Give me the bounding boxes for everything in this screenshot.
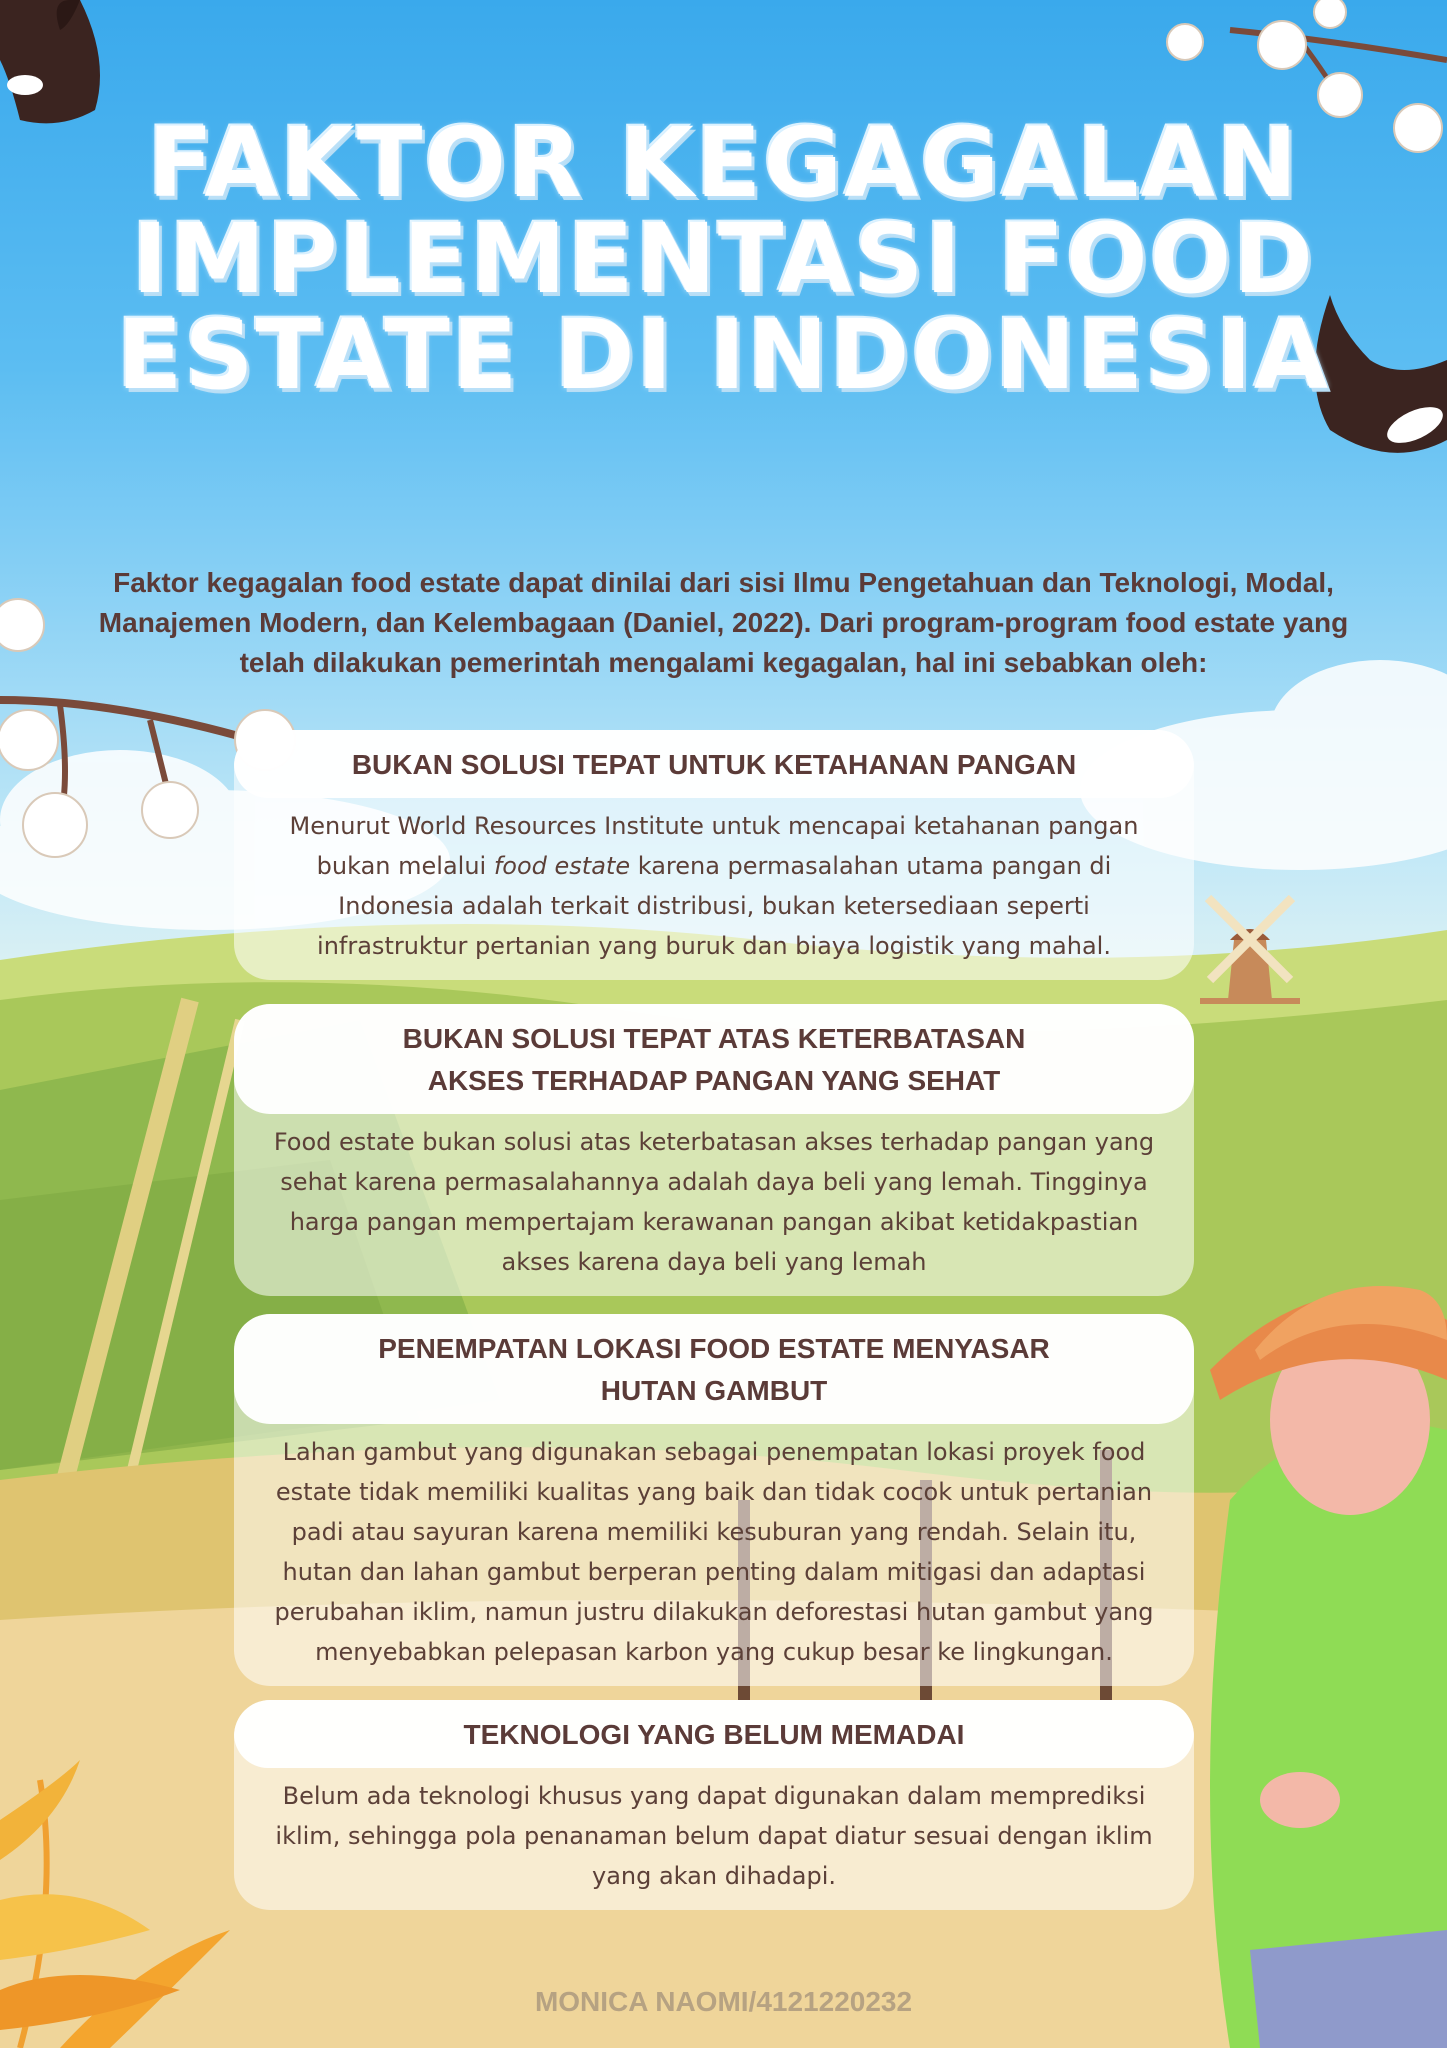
card-heading-line: PENEMPATAN LOKASI FOOD ESTATE MENYASAR xyxy=(378,1333,1050,1364)
card-body: Food estate bukan solusi atas keterbatasan akses terhadap pangan yang sehat karena permasalahannya adalah daya beli yang lemah. Tingginya harga pangan mempertajam kerawanan pangan akibat ketidakpastian akses karena daya beli yang lemah xyxy=(273,1128,1155,1276)
intro-paragraph: Faktor kegagalan food estate dapat dinilai dari sisi Ilmu Pengetahuan dan Teknologi, Modal, Manajemen Modern, dan Kelembagaan (Daniel, 2022). Dari program-program food estate yang telah dilakukan pemerintah mengalami kegagalan, hal ini sebabkan oleh: xyxy=(98,567,1349,678)
card-heading: TEKNOLOGI YANG BELUM MEMADAI xyxy=(234,1700,1194,1768)
card-food-security xyxy=(234,730,1194,980)
bird-top-left-icon xyxy=(0,0,100,123)
card-body: Belum ada teknologi khusus yang dapat digunakan dalam memprediksi iklim, sehingga pola penanaman belum dapat diatur sesuai dengan iklim yang akan dihadapi. xyxy=(275,1782,1153,1890)
card-peatland-location xyxy=(234,1314,1194,1686)
card-body: Lahan gambut yang digunakan sebagai penempatan lokasi proyek food estate tidak memiliki kualitas yang baik dan tidak cocok untuk pertanian padi atau sayuran karena memiliki kesuburan yang rendah. Selain itu, hutan dan lahan gambut berperan penting dalam mitigasi dan adaptasi perubahan iklim, namun justru dilakukan deforestasi hutan gambut yang menyebabkan pelepasan karbon yang cukup besar ke lingkungan. xyxy=(274,1438,1154,1666)
emphasis-text: food estate xyxy=(493,852,631,880)
card-heading xyxy=(234,1004,1194,1114)
author-credit: MONICA NAOMI/4121220232 xyxy=(534,1986,913,2017)
card-heading-line: BUKAN SOLUSI TEPAT ATAS KETERBATASAN xyxy=(402,1023,1026,1054)
card-heading: BUKAN SOLUSI TEPAT UNTUK KETAHANAN PANGAN xyxy=(234,730,1194,798)
card-technology xyxy=(234,1700,1194,1910)
card-healthy-food-access xyxy=(234,1004,1194,1296)
card-heading-line: HUTAN GAMBUT xyxy=(600,1375,828,1406)
card-heading xyxy=(234,1314,1194,1424)
card-heading-line: AKSES TERHADAP PANGAN YANG SEHAT xyxy=(427,1065,1001,1096)
page-title: FAKTOR KEGAGALAN IMPLEMENTASI FOOD ESTATE DI INDONESIA xyxy=(116,107,1331,411)
card-body: Menurut World Resources Institute untuk mencapai ketahanan pangan bukan melalui food estate karena permasalahan utama pangan di Indonesia adalah terkait distribusi, bukan ketersediaan seperti infrastruktur pertanian yang buruk dan biaya logistik yang mahal. xyxy=(289,812,1139,960)
